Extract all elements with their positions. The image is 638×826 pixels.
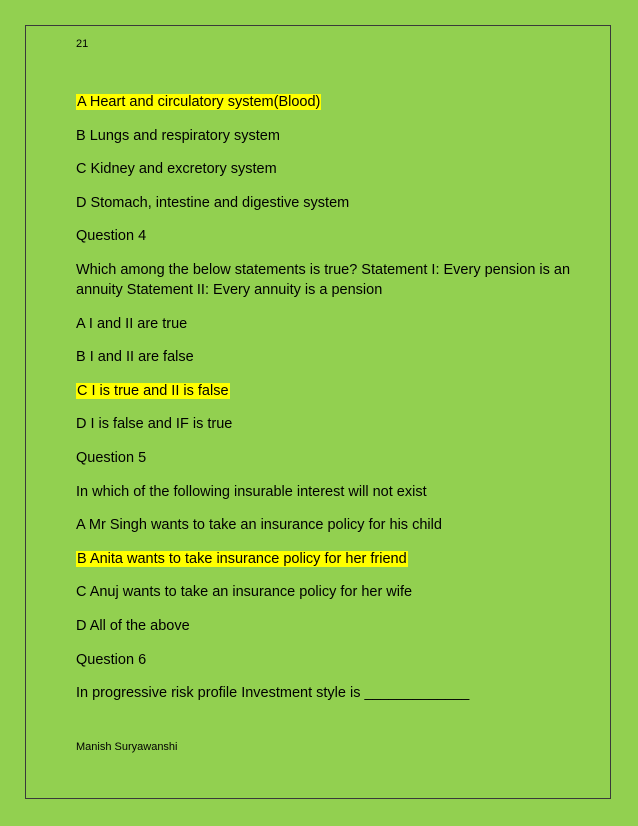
option-text: B Anita wants to take insurance policy for her friend [77,550,407,567]
option-line [76,314,576,334]
question-heading-text: Question 5 [76,449,147,466]
question-heading-text: Question 4 [76,228,147,245]
option-line [76,515,576,535]
option-line [76,159,576,179]
question-body: Which among the below statements is true? Statement I: Every pension is an annuity Statement II: Every annuity is a pension [76,261,571,298]
option-text: C Anuj wants to take an insurance policy for her wife [76,584,413,601]
option-line [76,616,576,636]
option-line [76,347,576,367]
option-line [76,414,576,434]
option-line [76,549,576,569]
question-heading [76,650,576,670]
option-line [76,582,576,602]
option-text: D I is false and IF is true [76,416,233,433]
option-text: A I and II are true [76,315,188,332]
option-line [76,193,576,213]
option-text: B I and II are false [76,349,194,366]
option-line [76,381,576,401]
option-text: A Heart and circulatory system(Blood) [77,94,321,110]
option-line [76,92,576,112]
option-text: D Stomach, intestine and digestive system [76,194,350,211]
question-heading [76,226,576,246]
option-text: B Lungs and respiratory system [76,127,280,144]
question-body: In which of the following insurable interest will not exist [76,483,427,500]
question-heading-text: Question 6 [76,651,147,668]
option-text: C I is true and II is false [77,382,229,399]
document-body [76,92,576,717]
option-line [76,126,576,146]
question-text [76,683,576,703]
question-text [76,482,576,502]
option-text: D All of the above [76,617,190,634]
question-text [76,260,576,300]
option-text: C Kidney and excretory system [76,161,277,178]
question-heading [76,448,576,468]
footer-author: Manish Suryawanshi [76,741,178,753]
question-body: In progressive risk profile Investment style is _____________ [76,685,470,702]
page-number: 21 [76,38,89,50]
option-text: A Mr Singh wants to take an insurance policy for his child [76,517,442,534]
